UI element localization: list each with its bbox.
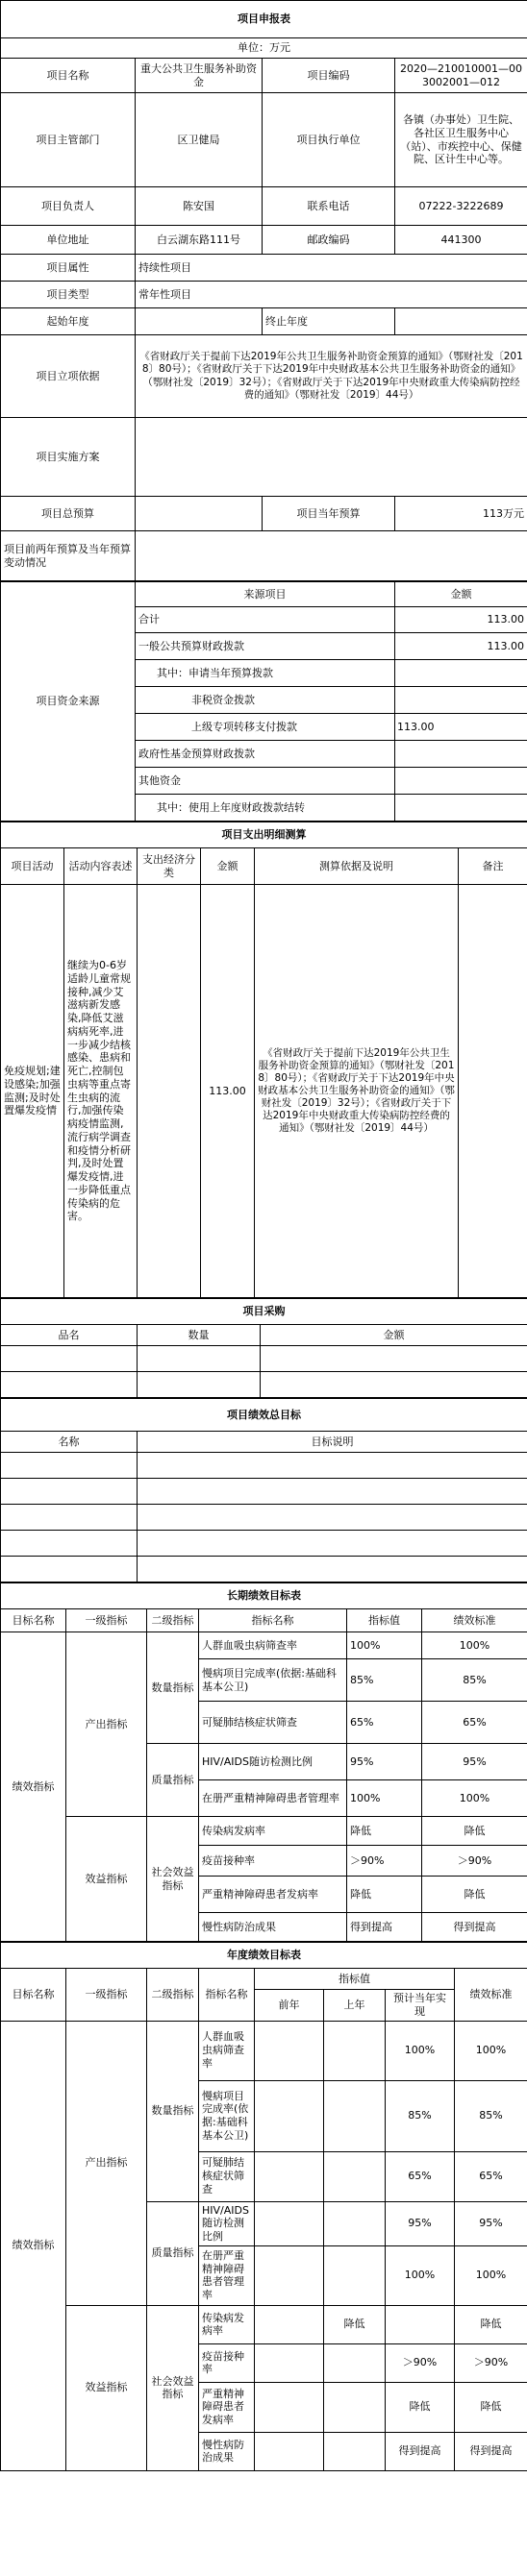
an-last — [324, 2343, 386, 2382]
an-cur: 95% — [386, 2201, 455, 2245]
lt-l1-output: 产出指标 — [66, 1632, 147, 1817]
an-cur: ＞90% — [386, 2343, 455, 2382]
lt-indicator-std: 85% — [422, 1659, 527, 1702]
annual-header: 一级指标 — [66, 1969, 147, 2022]
lt-indicator-name: HIV/AIDS随访检测比例 — [199, 1744, 347, 1780]
start-year-label: 起始年度 — [1, 308, 136, 335]
plan-value — [136, 418, 527, 497]
funds-row-name: 其他资金 — [136, 768, 395, 795]
annual-title: 年度绩效目标表 — [1, 1943, 527, 1969]
perf-total-header: 名称 — [1, 1432, 138, 1453]
an-std: 降低 — [455, 2305, 527, 2343]
an-indicator-name: 慢病项目完成率(依据:基础科基本公卫) — [199, 2080, 255, 2151]
detail-content: 继续为0-6岁适龄儿童常规接种,减少艾滋病新发感染,降低艾滋病病死率,进一步减少结核感染、患病和死亡,控制包虫病等重点寄生虫病的流行,加强传染病疫情监测,流行病学调查和疫情分析研判,及时处置爆发疫情,进一步降低重点传染病的危害。 — [64, 885, 138, 1298]
lt-indicator-value: 100% — [347, 1780, 422, 1817]
lt-indicator-value: 65% — [347, 1702, 422, 1744]
detail-header: 项目活动 — [1, 848, 64, 885]
long-term-header: 指标名称 — [199, 1609, 347, 1632]
an-indicator-name: 慢性病防治成果 — [199, 2432, 255, 2470]
long-term-title: 长期绩效目标表 — [1, 1583, 527, 1609]
funds-row-name: 政府性基金预算财政拨款 — [136, 741, 395, 768]
dept-value: 区卫健局 — [136, 93, 263, 187]
an-prev — [255, 2382, 324, 2432]
detail-header: 测算依据及说明 — [255, 848, 459, 885]
an-cur: 85% — [386, 2080, 455, 2151]
address-label: 单位地址 — [1, 226, 136, 255]
leader-label: 项目负责人 — [1, 187, 136, 226]
procure-title: 项目采购 — [1, 1299, 527, 1325]
lt-indicator-name: 在册严重精神障碍患者管理率 — [199, 1780, 347, 1817]
perf-total-row — [1, 1531, 527, 1557]
funds-head-amount: 金额 — [395, 582, 527, 607]
start-year-value — [136, 308, 263, 335]
an-cur: 100% — [386, 2245, 455, 2305]
lt-indicator-std: 得到提高 — [422, 1913, 527, 1942]
lt-indicator-name: 慢性病防治成果 — [199, 1913, 347, 1942]
long-term-header: 目标名称 — [1, 1609, 66, 1632]
an-last — [324, 2201, 386, 2245]
long-term-header: 一级指标 — [66, 1609, 147, 1632]
annual-header: 前年 — [255, 1990, 324, 2022]
perf-total-title: 项目绩效总目标 — [1, 1399, 527, 1432]
funds-row-amount — [395, 660, 527, 687]
lt-indicator-std: 100% — [422, 1632, 527, 1659]
exec-unit-value: 各镇（办事处）卫生院、各社区卫生服务中心（站）、市疾控中心、保健院、区计生中心等。 — [395, 93, 527, 187]
funds-row-amount — [395, 687, 527, 714]
an-prev — [255, 2151, 324, 2201]
lt-indicator-value: 95% — [347, 1744, 422, 1780]
lt-indicator-name: 可疑肺结核症状筛查 — [199, 1702, 347, 1744]
unit-label: 单位：万元 — [1, 38, 527, 59]
annual-header: 指标值 — [255, 1969, 455, 1990]
an-cur: 65% — [386, 2151, 455, 2201]
perf-total-row — [1, 1453, 527, 1479]
an-indicator-name: 严重精神障碍患者发病率 — [199, 2382, 255, 2432]
an-prev — [255, 2080, 324, 2151]
lt-indicator-std: 降低 — [422, 1877, 527, 1913]
funds-table — [0, 581, 527, 822]
an-l2-social: 社会效益指标 — [147, 2305, 199, 2470]
an-prev — [255, 2201, 324, 2245]
lt-target: 绩效指标 — [1, 1632, 66, 1942]
procure-row — [1, 1372, 527, 1398]
lt-indicator-name: 慢病项目完成率(依据:基础科基本公卫) — [199, 1659, 347, 1702]
lt-indicator-std: 降低 — [422, 1817, 527, 1846]
funds-head-source: 来源项目 — [136, 582, 395, 607]
funds-row-amount — [395, 741, 527, 768]
attr-value: 持续性项目 — [136, 255, 527, 282]
project-info-table — [0, 0, 527, 581]
funds-row-name: 上级专项转移支付拨款 — [136, 714, 395, 741]
project-name-label: 项目名称 — [1, 59, 136, 93]
address-value: 白云湖东路111号 — [136, 226, 263, 255]
an-std: 得到提高 — [455, 2432, 527, 2470]
an-l2-quality: 质量指标 — [147, 2201, 199, 2305]
annual-header: 目标名称 — [1, 1969, 66, 2022]
end-year-label: 终止年度 — [263, 308, 395, 335]
funds-row-name: 其中：使用上年度财政拨款结转 — [136, 795, 395, 822]
budget-change-label: 项目前两年预算及当年预算变动情况 — [1, 531, 136, 581]
funds-row-name: 一般公共预算财政拨款 — [136, 633, 395, 660]
an-indicator-name: 疫苗接种率 — [199, 2343, 255, 2382]
detail-econ — [138, 885, 201, 1298]
funds-row-name: 非税资金拨款 — [136, 687, 395, 714]
page-title: 项目申报表 — [1, 1, 527, 38]
funds-label: 项目资金来源 — [1, 582, 136, 822]
an-last — [324, 2080, 386, 2151]
long-term-table — [0, 1582, 527, 1942]
lt-indicator-value: 85% — [347, 1659, 422, 1702]
lt-l2-social: 社会效益指标 — [147, 1817, 199, 1942]
project-code-value: 2020—210010001—003002001—012 — [395, 59, 527, 93]
project-name-value: 重大公共卫生服务补助资金 — [136, 59, 263, 93]
lt-l2-quality: 质量指标 — [147, 1744, 199, 1817]
an-l1-effect: 效益指标 — [66, 2305, 147, 2470]
lt-indicator-value: ＞90% — [347, 1846, 422, 1877]
an-last — [324, 2021, 386, 2080]
detail-header: 支出经济分类 — [138, 848, 201, 885]
detail-basis: 《省财政厅关于提前下达2019年公共卫生服务补助资金预算的通知》（鄂财社发〔2018〕80号）；《省财政厅关于下达2019年中央财政基本公共卫生服务补助资金的通知》（鄂财社发〔2019〕32号）；《省财政厅关于下达2019年中央财政重大传染病防控经费的通知》（鄂财社发〔2019〕44号） — [255, 885, 459, 1298]
annual-header: 预计当年实现 — [386, 1990, 455, 2022]
exec-unit-label: 项目执行单位 — [263, 93, 395, 187]
type-label: 项目类型 — [1, 282, 136, 308]
an-std: 65% — [455, 2151, 527, 2201]
lt-indicator-name: 疫苗接种率 — [199, 1846, 347, 1877]
perf-total-row — [1, 1479, 527, 1505]
an-std: ＞90% — [455, 2343, 527, 2382]
long-term-header: 绩效标准 — [422, 1609, 527, 1632]
lt-indicator-name: 人群血吸虫病筛查率 — [199, 1632, 347, 1659]
lt-indicator-std: ＞90% — [422, 1846, 527, 1877]
basis-label: 项目立项依据 — [1, 335, 136, 418]
an-last — [324, 2382, 386, 2432]
annual-header: 二级指标 — [147, 1969, 199, 2022]
an-prev — [255, 2432, 324, 2470]
perf-total-header: 目标说明 — [138, 1432, 527, 1453]
procure-header: 金额 — [261, 1325, 527, 1346]
perf-total-row — [1, 1505, 527, 1531]
an-cur: 100% — [386, 2021, 455, 2080]
funds-row-amount — [395, 795, 527, 822]
an-std: 95% — [455, 2201, 527, 2245]
an-prev — [255, 2245, 324, 2305]
long-term-header: 指标值 — [347, 1609, 422, 1632]
detail-amount: 113.00 — [201, 885, 255, 1298]
funds-row-name: 其中：申请当年预算拨款 — [136, 660, 395, 687]
an-l2-qty: 数量指标 — [147, 2021, 199, 2201]
attr-label: 项目属性 — [1, 255, 136, 282]
zip-value: 441300 — [395, 226, 527, 255]
phone-value: 07222-3222689 — [395, 187, 527, 226]
annual-header: 指标名称 — [199, 1969, 255, 2022]
annual-header: 绩效标准 — [455, 1969, 527, 2022]
funds-row-amount: 113.00 — [395, 633, 527, 660]
plan-label: 项目实施方案 — [1, 418, 136, 497]
lt-indicator-std: 100% — [422, 1780, 527, 1817]
procure-header: 数量 — [138, 1325, 261, 1346]
lt-l1-effect: 效益指标 — [66, 1817, 147, 1942]
lt-indicator-value: 得到提高 — [347, 1913, 422, 1942]
an-std: 降低 — [455, 2382, 527, 2432]
an-indicator-name: 在册严重精神障碍患者管理率 — [199, 2245, 255, 2305]
an-indicator-name: 人群血吸虫病筛查率 — [199, 2021, 255, 2080]
lt-indicator-name: 传染病发病率 — [199, 1817, 347, 1846]
an-indicator-name: HIV/AIDS随访检测比例 — [199, 2201, 255, 2245]
leader-value: 陈安国 — [136, 187, 263, 226]
detail-title: 项目支出明细测算 — [1, 822, 527, 848]
perf-total-row — [1, 1557, 527, 1582]
dept-label: 项目主管部门 — [1, 93, 136, 187]
lt-indicator-std: 95% — [422, 1744, 527, 1780]
procure-row — [1, 1346, 527, 1372]
project-code-label: 项目编码 — [263, 59, 395, 93]
an-last — [324, 2151, 386, 2201]
total-budget-value — [136, 497, 263, 531]
procure-table — [0, 1298, 527, 1398]
lt-indicator-value: 降低 — [347, 1877, 422, 1913]
an-std: 85% — [455, 2080, 527, 2151]
lt-indicator-std: 65% — [422, 1702, 527, 1744]
budget-change-value — [136, 531, 527, 581]
an-last — [324, 2245, 386, 2305]
zip-label: 邮政编码 — [263, 226, 395, 255]
an-prev — [255, 2305, 324, 2343]
annual-table — [0, 1942, 527, 2471]
lt-indicator-value: 100% — [347, 1632, 422, 1659]
an-prev — [255, 2343, 324, 2382]
an-cur: 降低 — [386, 2382, 455, 2432]
year-budget-label: 项目当年预算 — [263, 497, 395, 531]
funds-row-amount — [395, 768, 527, 795]
type-value: 常年性项目 — [136, 282, 527, 308]
an-target: 绩效指标 — [1, 2021, 66, 2470]
detail-note — [459, 885, 527, 1298]
an-prev — [255, 2021, 324, 2080]
an-cur — [386, 2305, 455, 2343]
annual-header: 上年 — [324, 1990, 386, 2022]
an-indicator-name: 可疑肺结核症状筛查 — [199, 2151, 255, 2201]
detail-activity: 免疫规划;建设感染;加强监测;及时处置爆发疫情 — [1, 885, 64, 1298]
end-year-value — [395, 308, 527, 335]
an-l1-output: 产出指标 — [66, 2021, 147, 2305]
phone-label: 联系电话 — [263, 187, 395, 226]
lt-l2-qty: 数量指标 — [147, 1632, 199, 1744]
perf-total-table — [0, 1398, 527, 1582]
basis-value: 《省财政厅关于提前下达2019年公共卫生服务补助资金预算的通知》（鄂财社发〔2018〕80号）；《省财政厅关于下达2019年中央财政基本公共卫生服务补助资金的通知》（鄂财社发〔2019〕32号）；《省财政厅关于下达2019年中央财政重大传染病防控经费的通知》（鄂财社发〔2019〕44号） — [136, 335, 527, 418]
funds-row-name: 合计 — [136, 607, 395, 633]
funds-row-amount: 113.00 — [395, 714, 527, 741]
year-budget-value: 113万元 — [395, 497, 527, 531]
an-std: 100% — [455, 2021, 527, 2080]
an-indicator-name: 传染病发病率 — [199, 2305, 255, 2343]
an-last — [324, 2432, 386, 2470]
detail-header: 金额 — [201, 848, 255, 885]
lt-indicator-name: 严重精神障碍患者发病率 — [199, 1877, 347, 1913]
an-cur: 得到提高 — [386, 2432, 455, 2470]
detail-header: 备注 — [459, 848, 527, 885]
an-std: 100% — [455, 2245, 527, 2305]
funds-row-amount: 113.00 — [395, 607, 527, 633]
procure-header: 品名 — [1, 1325, 138, 1346]
total-budget-label: 项目总预算 — [1, 497, 136, 531]
lt-indicator-value: 降低 — [347, 1817, 422, 1846]
an-last: 降低 — [324, 2305, 386, 2343]
long-term-header: 二级指标 — [147, 1609, 199, 1632]
detail-table — [0, 822, 527, 1298]
detail-header: 活动内容表述 — [64, 848, 138, 885]
